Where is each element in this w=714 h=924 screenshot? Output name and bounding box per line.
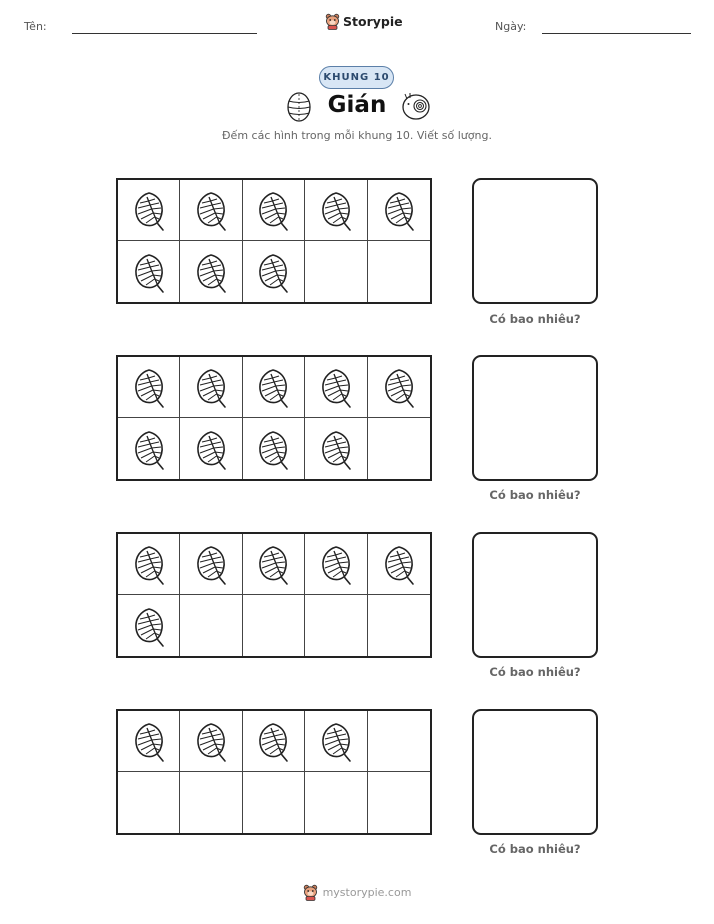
leaf-icon: [130, 188, 168, 232]
frame-cell: [180, 418, 242, 479]
leaf-icon: [130, 604, 168, 648]
ten-frame-1: [116, 178, 432, 304]
frame-cell: [243, 241, 305, 302]
frame-cell: [243, 772, 305, 833]
leaf-icon: [254, 188, 292, 232]
footer-url: mystorypie.com: [322, 886, 412, 899]
frame-cell: [180, 534, 242, 595]
instructions: Đếm các hình trong mỗi khung 10. Viết số lượng.: [222, 129, 492, 142]
date-label: Ngày:: [495, 20, 527, 33]
frame-cell: [180, 241, 242, 302]
leaf-icon: [317, 188, 355, 232]
frame-cell: [118, 595, 180, 656]
leaf-icon: [130, 365, 168, 409]
frame-cell: [243, 180, 305, 241]
frame-cell: [368, 595, 430, 656]
brand-name: Storypie: [343, 14, 403, 29]
name-line[interactable]: [72, 33, 257, 34]
frame-cell: [368, 772, 430, 833]
footer: [0, 884, 714, 901]
question-label-4: Có bao nhiêu?: [489, 842, 581, 856]
frame-cell: [305, 241, 367, 302]
frame-cell: [368, 357, 430, 418]
leaf-icon: [130, 427, 168, 471]
frame-cell: [118, 711, 180, 772]
frame-cell: [243, 418, 305, 479]
frame-cell: [243, 711, 305, 772]
answer-box-2[interactable]: [472, 355, 598, 481]
name-label: Tên:: [24, 20, 47, 33]
leaf-icon: [317, 427, 355, 471]
frame-cell: [118, 534, 180, 595]
leaf-icon: [317, 719, 355, 763]
leaf-icon: [192, 365, 230, 409]
frame-cell: [118, 357, 180, 418]
answer-box-3[interactable]: [472, 532, 598, 658]
frame-cell: [118, 180, 180, 241]
frame-cell: [243, 357, 305, 418]
ten-frame-3: [116, 532, 432, 658]
frame-cell: [368, 180, 430, 241]
frame-cell: [305, 534, 367, 595]
leaf-icon: [317, 365, 355, 409]
leaf-icon: [380, 542, 418, 586]
leaf-icon: [380, 188, 418, 232]
leaf-icon: [254, 250, 292, 294]
leaf-icon: [254, 719, 292, 763]
worksheet-badge: KHUNG 10: [319, 66, 394, 89]
frame-cell: [305, 418, 367, 479]
answer-box-4[interactable]: [472, 709, 598, 835]
ten-frame-4: [116, 709, 432, 835]
ten-frame-2: [116, 355, 432, 481]
storypie-mascot-icon: [303, 884, 318, 901]
answer-box-1[interactable]: [472, 178, 598, 304]
frame-cell: [305, 595, 367, 656]
frame-cell: [180, 357, 242, 418]
frame-cell: [368, 711, 430, 772]
snail-icon: [401, 91, 431, 121]
question-label-2: Có bao nhiêu?: [489, 488, 581, 502]
frame-cell: [180, 180, 242, 241]
leaf-icon: [192, 250, 230, 294]
frame-cell: [118, 241, 180, 302]
page-title: Gián: [327, 92, 387, 118]
storypie-mascot-icon: [325, 13, 340, 30]
question-label-3: Có bao nhiêu?: [489, 665, 581, 679]
frame-cell: [180, 595, 242, 656]
brand-logo: [325, 13, 403, 30]
leaf-icon: [130, 719, 168, 763]
frame-cell: [305, 180, 367, 241]
frame-cell: [368, 418, 430, 479]
frame-cell: [368, 241, 430, 302]
frame-cell: [180, 772, 242, 833]
frame-cell: [180, 711, 242, 772]
leaf-icon: [130, 542, 168, 586]
frame-cell: [118, 418, 180, 479]
leaf-icon: [192, 542, 230, 586]
question-label-1: Có bao nhiêu?: [489, 312, 581, 326]
leaf-icon: [192, 188, 230, 232]
leaf-icon: [192, 427, 230, 471]
frame-cell: [243, 534, 305, 595]
leaf-icon: [254, 542, 292, 586]
leaf-icon: [130, 250, 168, 294]
frame-cell: [305, 357, 367, 418]
leaf-icon: [254, 365, 292, 409]
leaf-icon: [317, 542, 355, 586]
frame-cell: [243, 595, 305, 656]
leaf-icon: [380, 365, 418, 409]
frame-cell: [118, 772, 180, 833]
frame-cell: [305, 772, 367, 833]
leaf-icon: [254, 427, 292, 471]
frame-cell: [368, 534, 430, 595]
frame-cell: [305, 711, 367, 772]
date-line[interactable]: [542, 33, 691, 34]
leaf-icon: [192, 719, 230, 763]
